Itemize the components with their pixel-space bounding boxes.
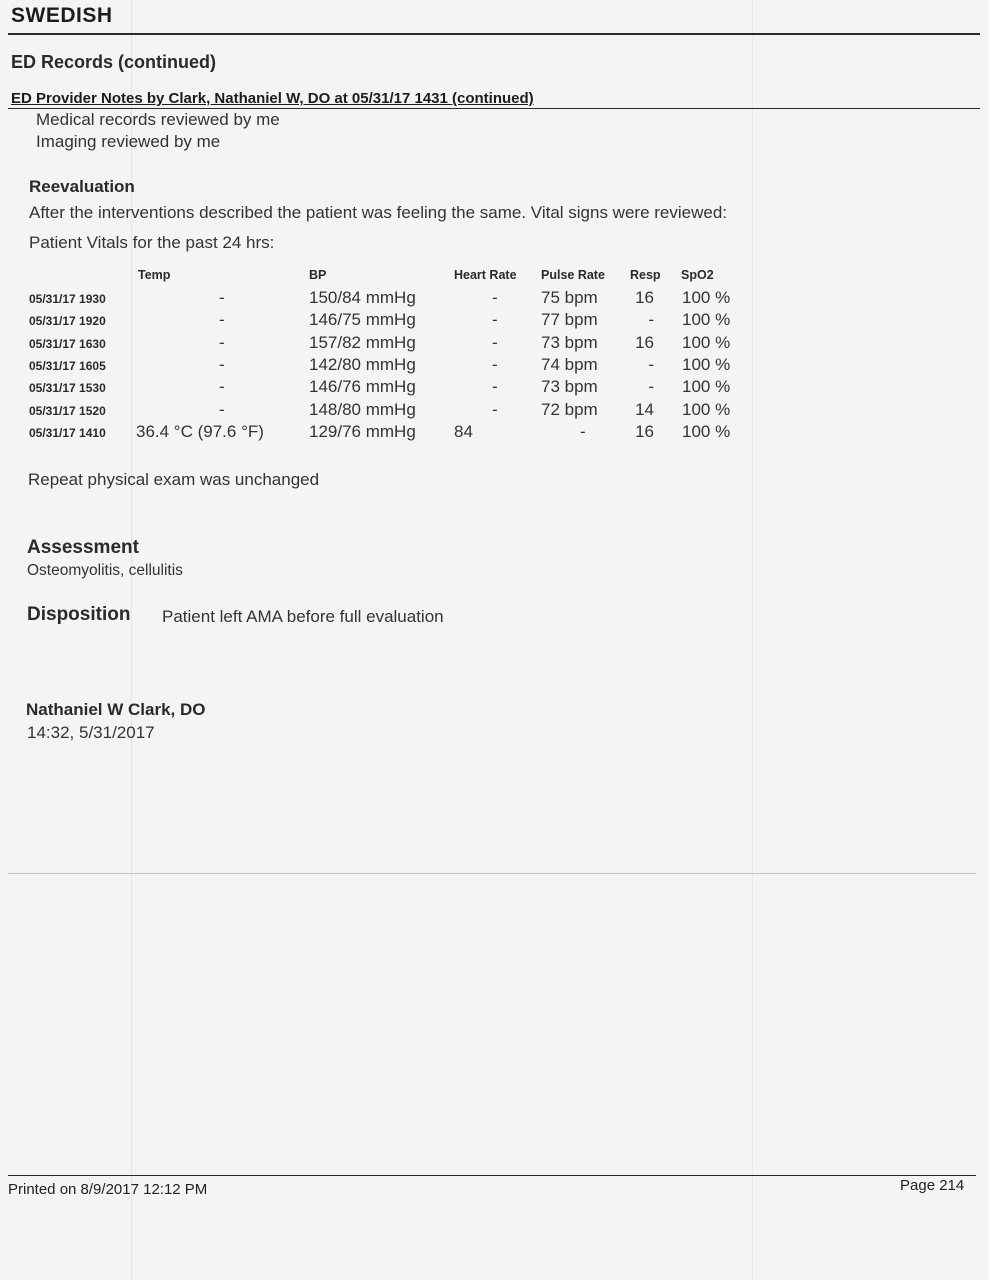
cell-bp: 157/82 mmHg <box>309 332 416 352</box>
cell-temp: 36.4 °C (97.6 °F) <box>136 421 264 441</box>
cell-spo2: 100 % <box>682 421 731 441</box>
cell-resp: - <box>648 354 654 374</box>
cell-time: 05/31/17 1930 <box>29 292 106 306</box>
cell-heart-rate: - <box>492 288 498 307</box>
cell-spo2: 100 % <box>682 332 731 352</box>
cell-time: 05/31/17 1530 <box>29 381 106 396</box>
section-separator <box>8 873 976 874</box>
cell-spo2: 100 % <box>682 310 731 330</box>
col-header-resp: Resp <box>630 268 661 282</box>
cell-heart-rate: - <box>492 354 498 374</box>
cell-temp: - <box>219 288 225 307</box>
cell-spo2: 100 % <box>682 399 731 419</box>
cell-heart-rate: - <box>492 310 498 330</box>
cell-bp: 150/84 mmHg <box>309 288 416 307</box>
cell-pulse-rate: 74 bpm <box>541 354 598 374</box>
cell-bp: 146/76 mmHg <box>309 377 416 397</box>
disposition-heading: Disposition <box>27 604 131 625</box>
col-header-pulse-rate: Pulse Rate <box>541 268 605 282</box>
intro-line-imaging: Imaging reviewed by me <box>36 132 221 151</box>
cell-heart-rate: - <box>492 399 498 419</box>
cell-bp: 146/75 mmHg <box>309 310 416 330</box>
cell-pulse-rate: 75 bpm <box>541 288 598 307</box>
reevaluation-heading: Reevaluation <box>29 177 135 196</box>
intro-line-records: Medical records reviewed by me <box>36 110 280 129</box>
scan-artifact-line <box>752 0 753 1280</box>
cell-resp: - <box>648 310 654 330</box>
cell-resp: 14 <box>635 399 654 419</box>
reevaluation-text: After the interventions described the patient was feeling the same. Vital signs were reviewed: <box>29 203 728 222</box>
cell-resp: 16 <box>635 332 654 352</box>
cell-bp: 129/76 mmHg <box>309 421 416 441</box>
cell-temp: - <box>219 332 225 352</box>
cell-temp: - <box>219 399 225 419</box>
disposition-text: Patient left AMA before full evaluation <box>162 607 444 626</box>
cell-bp: 142/80 mmHg <box>309 354 416 374</box>
col-header-bp: BP <box>309 268 327 282</box>
repeat-exam-text: Repeat physical exam was unchanged <box>28 470 320 489</box>
cell-temp: - <box>219 354 225 374</box>
cell-time: 05/31/17 1520 <box>29 403 106 418</box>
vitals-caption: Patient Vitals for the past 24 hrs: <box>29 233 275 252</box>
cell-time: 05/31/17 1920 <box>29 314 106 329</box>
cell-spo2: 100 % <box>682 354 731 374</box>
assessment-heading: Assessment <box>27 537 139 558</box>
cell-pulse-rate: 73 bpm <box>541 332 598 352</box>
cell-spo2: 100 % <box>682 377 731 397</box>
cell-heart-rate: - <box>492 332 498 352</box>
cell-resp: - <box>648 377 654 397</box>
assessment-text: Osteomyolitis, cellulitis <box>27 562 183 579</box>
cell-spo2: 100 % <box>682 288 731 307</box>
signature-datetime: 14:32, 5/31/2017 <box>27 723 155 742</box>
provider-note-title: ED Provider Notes by Clark, Nathaniel W, DO at 05/31/17 1431 (continued) <box>11 90 534 107</box>
cell-resp: 16 <box>635 288 654 307</box>
cell-time: 05/31/17 1630 <box>29 336 106 351</box>
page-number: Page 214 <box>900 1177 965 1194</box>
cell-resp: 16 <box>635 421 654 441</box>
cell-pulse-rate: 73 bpm <box>541 377 598 397</box>
section-title: ED Records (continued) <box>11 52 217 72</box>
cell-heart-rate: 84 <box>454 421 473 441</box>
cell-pulse-rate: 72 bpm <box>541 399 598 419</box>
cell-temp: - <box>219 377 225 397</box>
signature-name: Nathaniel W Clark, DO <box>26 700 206 719</box>
header-rule <box>8 33 980 35</box>
col-header-heart-rate: Heart Rate <box>454 268 517 282</box>
col-header-spo2: SpO2 <box>681 268 714 282</box>
cell-heart-rate: - <box>492 377 498 397</box>
printed-on: Printed on 8/9/2017 12:12 PM <box>8 1181 208 1198</box>
cell-temp: - <box>219 310 225 330</box>
brand-logo: SWEDISH <box>11 4 113 27</box>
cell-pulse-rate: 77 bpm <box>541 310 598 330</box>
footer-rule <box>8 1175 976 1176</box>
cell-time: 05/31/17 1605 <box>29 358 106 373</box>
provider-rule <box>8 108 980 109</box>
col-header-temp: Temp <box>138 268 171 282</box>
cell-bp: 148/80 mmHg <box>309 399 416 419</box>
cell-time: 05/31/17 1410 <box>29 425 106 440</box>
cell-pulse-rate: - <box>580 421 586 441</box>
